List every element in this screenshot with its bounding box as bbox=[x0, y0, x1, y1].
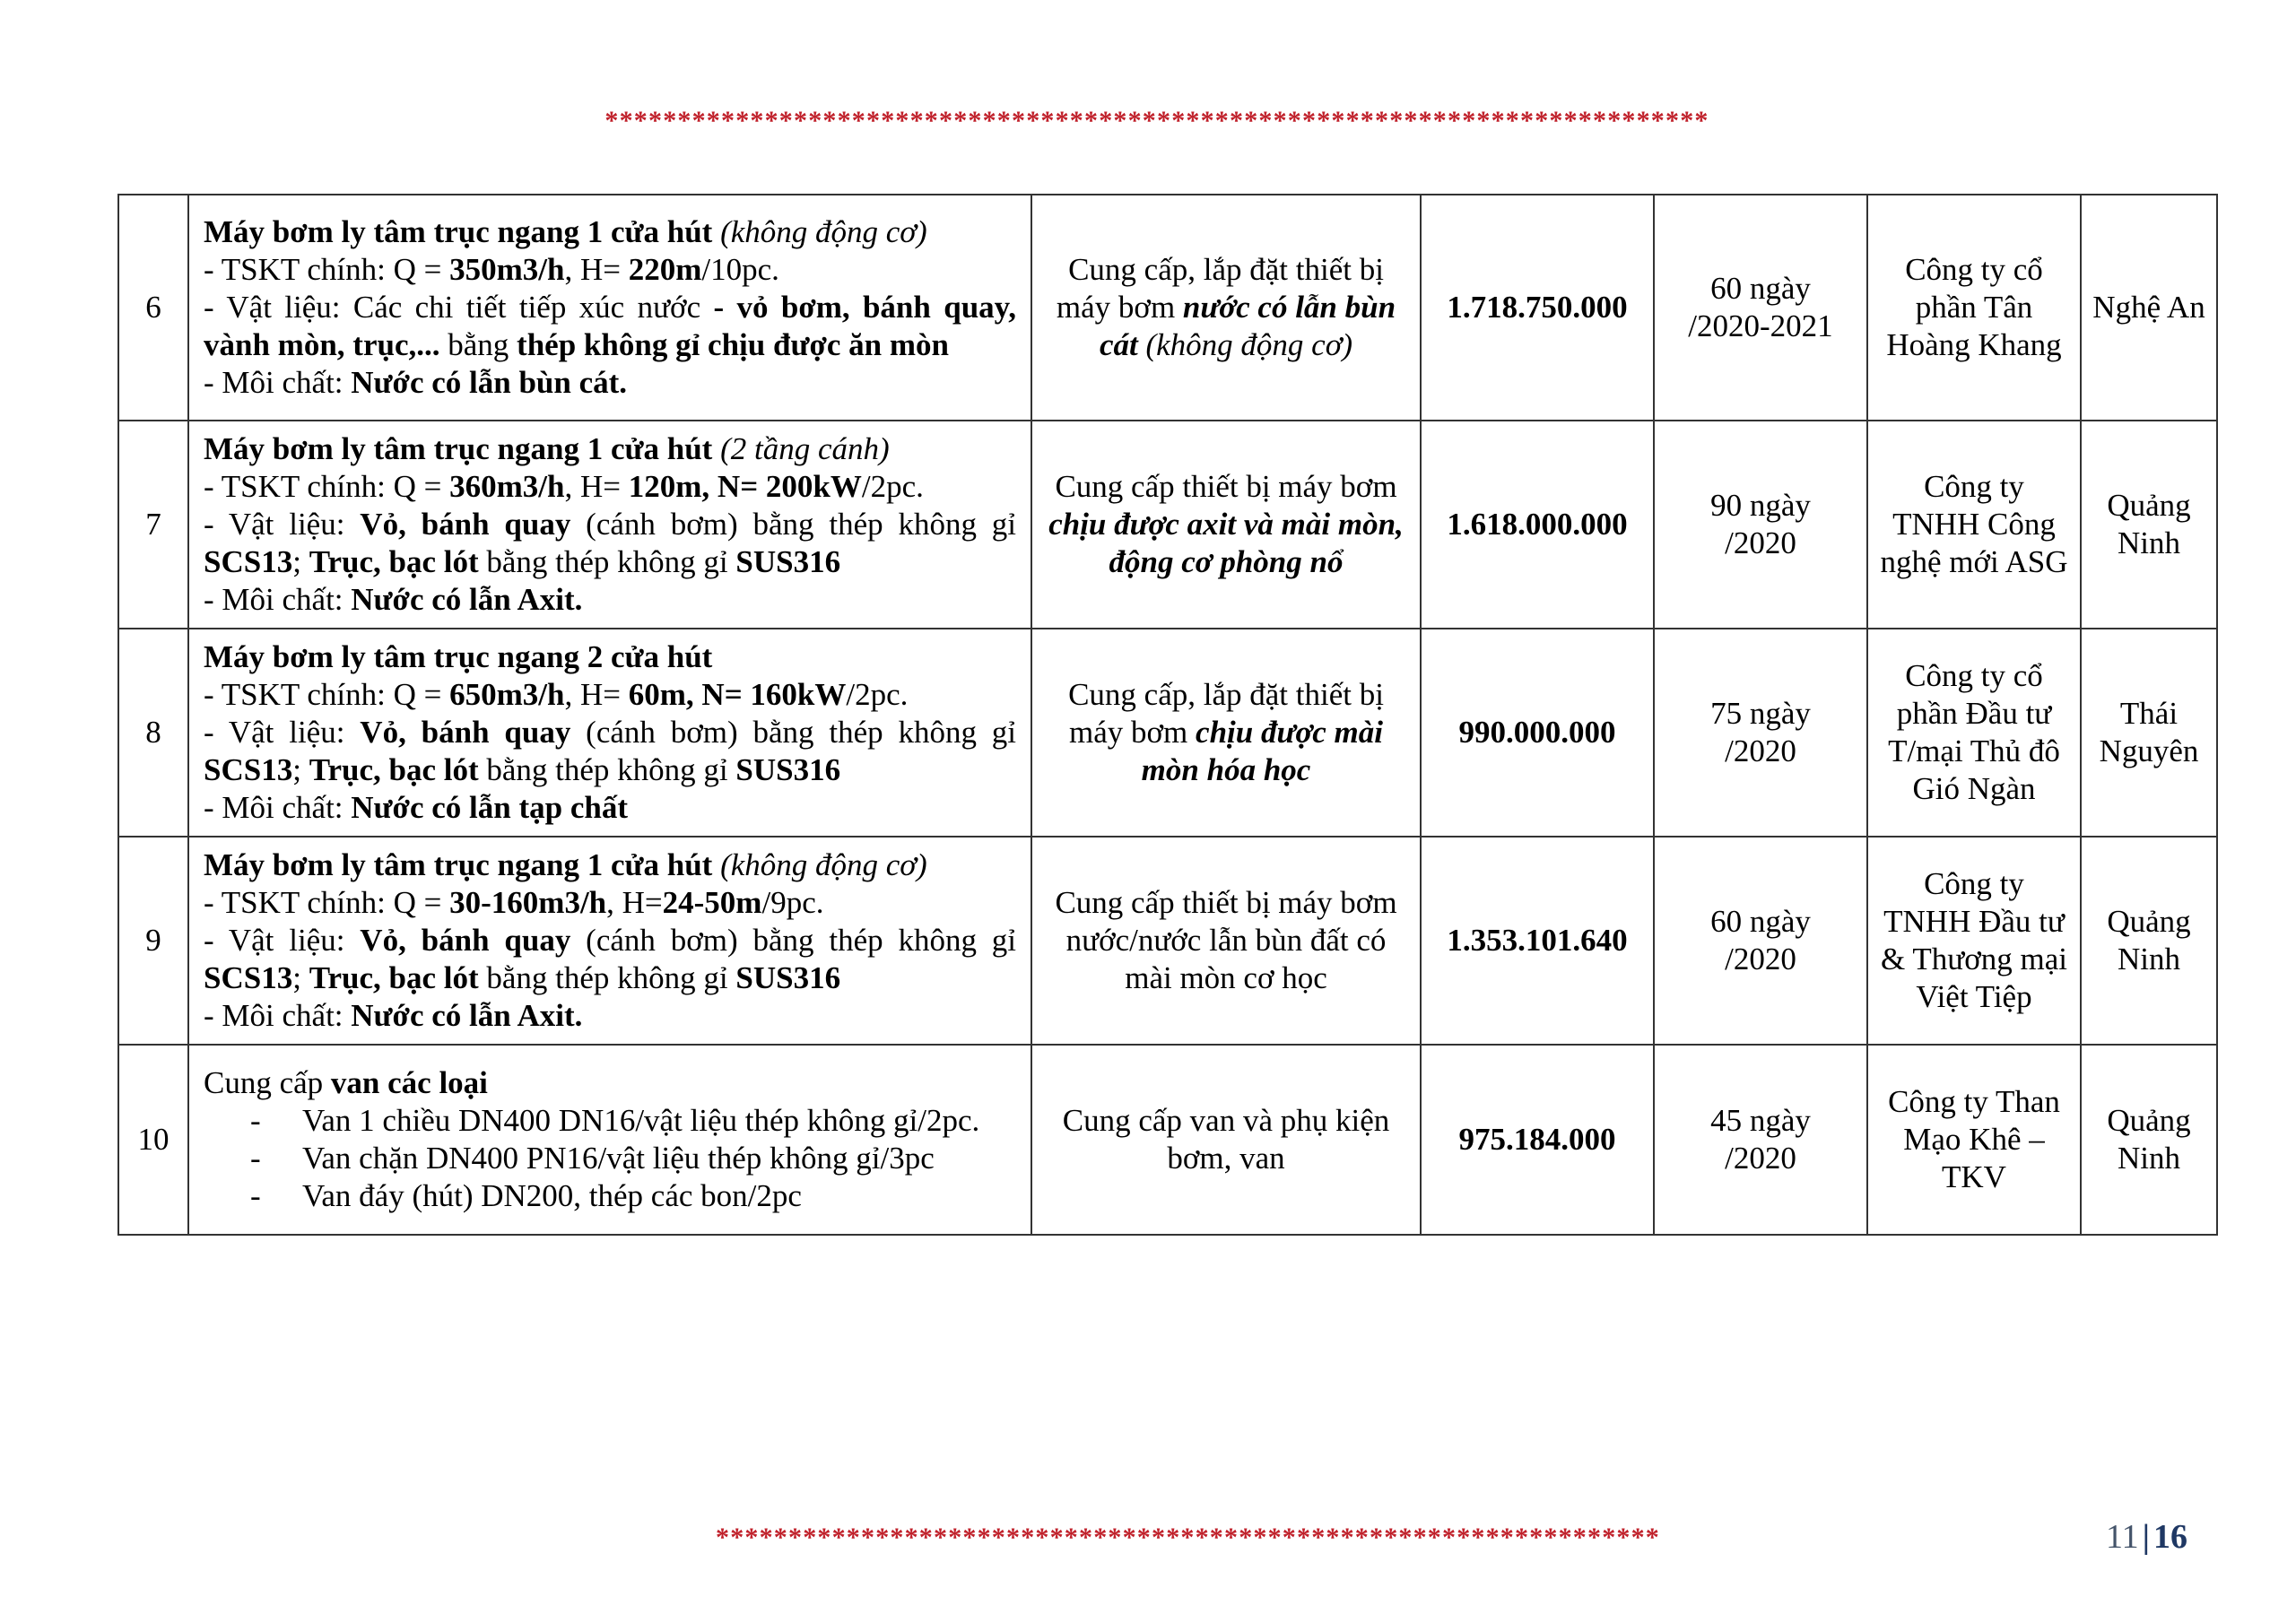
province: Quảng Ninh bbox=[2081, 1045, 2217, 1235]
row-number: 9 bbox=[118, 837, 188, 1045]
desc-title: Máy bơm ly tâm trục ngang 1 cửa hút bbox=[204, 214, 713, 249]
scope-of-work: Cung cấp, lắp đặt thiết bị máy bơm nước có lẫn bùn cát (không động cơ) bbox=[1031, 195, 1421, 421]
desc-title: Máy bơm ly tâm trục ngang 2 cửa hút bbox=[204, 639, 713, 674]
project-table bbox=[117, 194, 2218, 1236]
contract-value: 1.353.101.640 bbox=[1421, 837, 1654, 1045]
desc-title: van các loại bbox=[330, 1065, 488, 1100]
scope-of-work: Cung cấp thiết bị máy bơm nước/nước lẫn bùn đất có mài mòn cơ học bbox=[1031, 837, 1421, 1045]
table-row bbox=[118, 1045, 2217, 1235]
client-name: Công ty cổ phần Tân Hoàng Khang bbox=[1867, 195, 2081, 421]
equipment-description: Máy bơm ly tâm trục ngang 1 cửa hút (không động cơ) - TSKT chính: Q = 350m3/h, H= 220m/10pc. - Vật liệu: Các chi tiết tiếp xúc nước - vỏ bơm, bánh quay, vành mòn, trục,... bằng thép không gỉ chịu được ăn mòn - Môi chất: Nước có lẫn bùn cát. bbox=[188, 195, 1031, 421]
equipment-description: Cung cấp van các loại - Van 1 chiều DN400 DN16/vật liệu thép không gỉ/2pc. - Van chặn DN400 PN16/vật liệu thép không gỉ/3pc - Van đáy (hút) DN200, thép các bon/2pc bbox=[188, 1045, 1031, 1235]
client-name: Công ty cổ phần Đầu tư T/mại Thủ đô Gió Ngàn bbox=[1867, 629, 2081, 837]
contract-value: 990.000.000 bbox=[1421, 629, 1654, 837]
province: Nghệ An bbox=[2081, 195, 2217, 421]
scope-of-work: Cung cấp van và phụ kiện bơm, van bbox=[1031, 1045, 1421, 1235]
equipment-description: Máy bơm ly tâm trục ngang 2 cửa hút - TSKT chính: Q = 650m3/h, H= 60m, N= 160kW/2pc. - Vật liệu: Vỏ, bánh quay (cánh bơm) bằng thép không gỉ SCS13; Trục, bạc lót bằng thép không gỉ SUS316 - Môi chất: Nước có lẫn tạp chất bbox=[188, 629, 1031, 837]
contract-value: 975.184.000 bbox=[1421, 1045, 1654, 1235]
footer-divider-stars: ***************************************************************** bbox=[716, 1523, 1660, 1552]
duration: 60 ngày /2020 bbox=[1654, 837, 1867, 1045]
table-row bbox=[118, 837, 2217, 1045]
equipment-description: Máy bơm ly tâm trục ngang 1 cửa hút (2 tầng cánh) - TSKT chính: Q = 360m3/h, H= 120m, N= 200kW/2pc. - Vật liệu: Vỏ, bánh quay (cánh bơm) bằng thép không gỉ SCS13; Trục, bạc lót bằng thép không gỉ SUS316 - Môi chất: Nước có lẫn Axit. bbox=[188, 421, 1031, 629]
scope-of-work: Cung cấp thiết bị máy bơm chịu được axit và mài mòn, động cơ phòng nổ bbox=[1031, 421, 1421, 629]
list-item: - Van chặn DN400 PN16/vật liệu thép không gỉ/3pc bbox=[204, 1140, 1016, 1177]
row-number: 6 bbox=[118, 195, 188, 421]
table-row bbox=[118, 195, 2217, 421]
desc-title: Máy bơm ly tâm trục ngang 1 cửa hút bbox=[204, 431, 713, 466]
scope-of-work: Cung cấp, lắp đặt thiết bị máy bơm chịu được mài mòn hóa học bbox=[1031, 629, 1421, 837]
duration: 90 ngày /2020 bbox=[1654, 421, 1867, 629]
duration: 45 ngày /2020 bbox=[1654, 1045, 1867, 1235]
equipment-description: Máy bơm ly tâm trục ngang 1 cửa hút (không động cơ) - TSKT chính: Q = 30-160m3/h, H=24-50m/9pc. - Vật liệu: Vỏ, bánh quay (cánh bơm) bằng thép không gỉ SCS13; Trục, bạc lót bằng thép không gỉ SUS316 - Môi chất: Nước có lẫn Axit. bbox=[188, 837, 1031, 1045]
header-divider-stars: **************************************************************************** bbox=[604, 106, 1709, 135]
contract-value: 1.718.750.000 bbox=[1421, 195, 1654, 421]
desc-title: Máy bơm ly tâm trục ngang 1 cửa hút bbox=[204, 847, 713, 882]
duration: 75 ngày /2020 bbox=[1654, 629, 1867, 837]
client-name: Công ty TNHH Đầu tư & Thương mại Việt Tiệp bbox=[1867, 837, 2081, 1045]
page-separator: | bbox=[2142, 1518, 2150, 1556]
province: Thái Nguyên bbox=[2081, 629, 2217, 837]
page-current: 11 bbox=[2106, 1518, 2139, 1556]
row-number: 10 bbox=[118, 1045, 188, 1235]
client-name: Công ty Than Mạo Khê – TKV bbox=[1867, 1045, 2081, 1235]
page-total: 16 bbox=[2152, 1518, 2187, 1556]
row-number: 7 bbox=[118, 421, 188, 629]
table-row bbox=[118, 629, 2217, 837]
contract-value: 1.618.000.000 bbox=[1421, 421, 1654, 629]
row-number: 8 bbox=[118, 629, 188, 837]
list-item: - Van 1 chiều DN400 DN16/vật liệu thép không gỉ/2pc. bbox=[204, 1102, 1016, 1140]
client-name: Công ty TNHH Công nghệ mới ASG bbox=[1867, 421, 2081, 629]
table-row bbox=[118, 421, 2217, 629]
valve-list bbox=[204, 1102, 1016, 1215]
page-number bbox=[2106, 1517, 2187, 1557]
province: Quảng Ninh bbox=[2081, 421, 2217, 629]
duration: 60 ngày /2020-2021 bbox=[1654, 195, 1867, 421]
province: Quảng Ninh bbox=[2081, 837, 2217, 1045]
list-item: - Van đáy (hút) DN200, thép các bon/2pc bbox=[204, 1177, 1016, 1215]
